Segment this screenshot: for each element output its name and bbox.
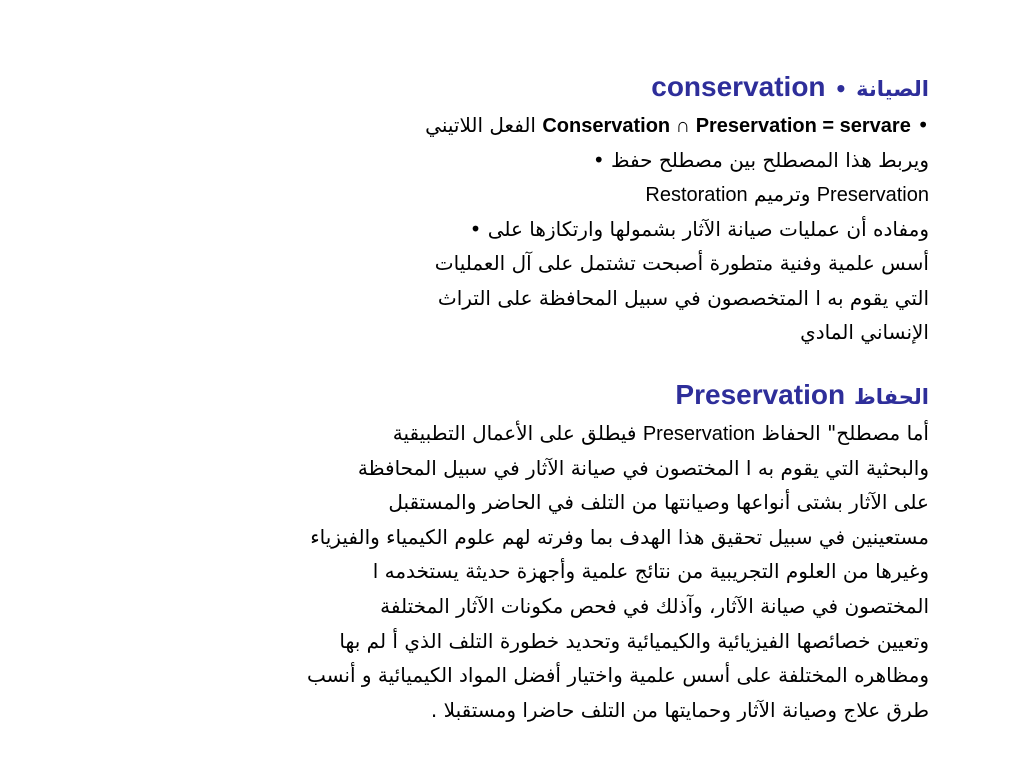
term-and-restoration-arabic: وترميم — [754, 182, 811, 206]
heading-bullet: • — [834, 77, 848, 101]
paragraph-line: أسس علمية وفنية متطورة أصبحت تشتمل على آل العمليات — [434, 251, 929, 275]
paragraph-line: مستعينين في سبيل تحقيق هذا الهدف بما وفرته لهم علوم الكيمياء والفيزياء — [310, 524, 929, 549]
first-line-end: فيطلق على الأعمال التطبيقية — [392, 421, 637, 445]
preservation-heading — [229, 376, 929, 416]
definition-latin-verb-label: الفعل اللاتيني — [425, 113, 536, 137]
link-line: ويربط هذا المصطلح بين مصطلح حفظ • — [592, 147, 929, 172]
definition-bullet: • — [917, 113, 929, 137]
paragraph-line: طرق علاج وصيانة الآثار وحمايتها من التلف حاضرا ومستقبلا . — [430, 697, 929, 722]
definition-formula: Conservation ∩ Preservation = servare — [542, 115, 911, 137]
paragraph-line: الإنساني المادي — [800, 320, 929, 344]
definition-line — [229, 108, 929, 143]
preservation-first-line — [229, 416, 929, 451]
conservation-section — [229, 68, 929, 350]
paragraph-line: وتعيين خصائصها الفيزيائية والكيميائية وتحديد خطورة التلف الذي أ لم بها — [339, 628, 929, 653]
first-line-start: أما مصطلح" الحفاظ — [761, 421, 929, 445]
paragraph-line: ومظاهره المختلفة على أسس علمية واختيار أفضل المواد الكيميائية و أنسب — [306, 663, 929, 688]
paragraph-line: التي يقوم به ا المتخصصون في سبيل المحافظة على التراث — [437, 285, 929, 310]
preservation-heading-arabic: الحفاظ — [853, 385, 929, 409]
term-restoration: Restoration — [645, 184, 748, 206]
conservation-heading-english: conservation — [651, 71, 826, 102]
conservation-heading — [229, 68, 929, 108]
preservation-section — [229, 376, 929, 727]
paragraph-line: ومفاده أن عمليات صيانة الآثار بشمولها وارتكازها على • — [469, 216, 929, 241]
paragraph-line: والبحثية التي يقوم به ا المختصون في صيانة الآثار في سبيل المحافظة — [357, 455, 929, 480]
preservation-heading-english: Preservation — [675, 379, 846, 410]
conservation-heading-arabic: الصيانة — [856, 77, 929, 101]
terms-line — [229, 177, 929, 212]
paragraph-line: على الآثار بشتى أنواعها وصيانتها من التلف في الحاضر والمستقبل — [388, 490, 929, 515]
term-preservation: Preservation — [816, 184, 929, 206]
paragraph-line: وغيرها من العلوم التجريبية من نتائج علمية وأجهزة حديثة يستخدمه ا — [372, 559, 929, 584]
first-line-term: Preservation — [642, 423, 756, 445]
paragraph-line: المختصون في صيانة الآثار، وآذلك في فحص مكونات الآثار المختلفة — [380, 593, 929, 618]
